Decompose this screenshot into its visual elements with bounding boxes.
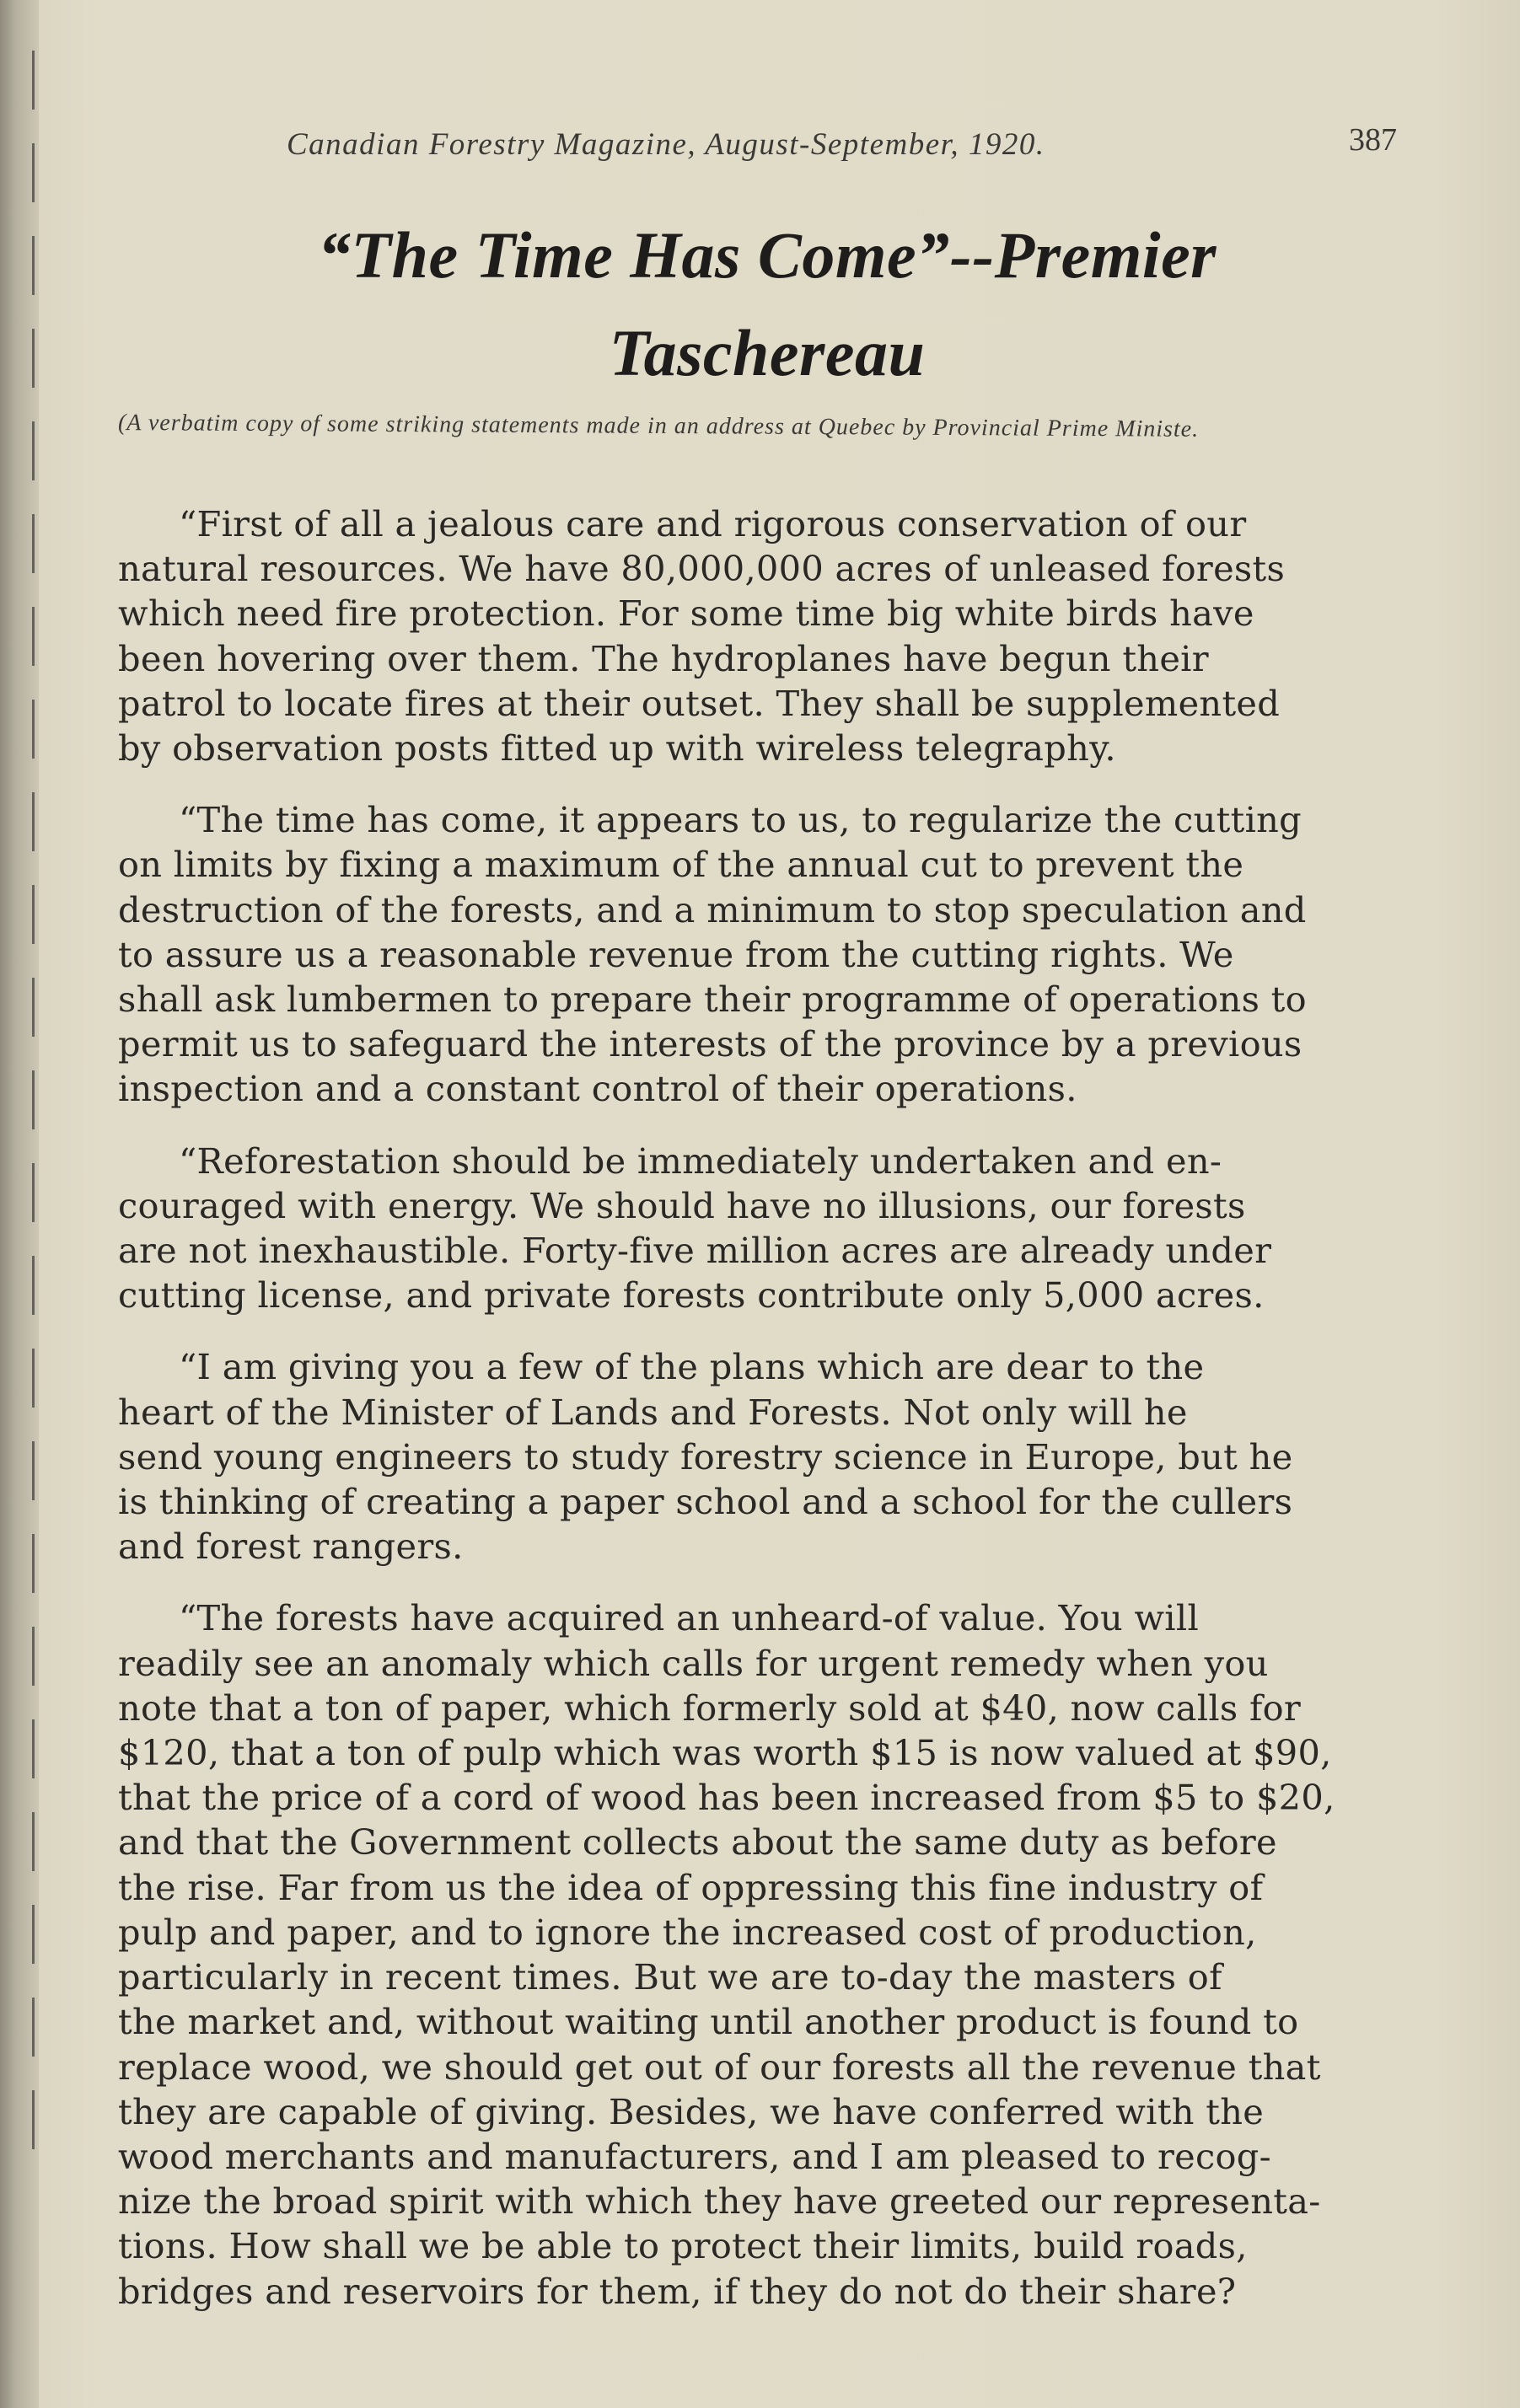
body-line: heart of the Minister of Lands and Forests. Not only will he xyxy=(118,1391,1188,1433)
body-line: and forest rangers. xyxy=(118,1526,464,1568)
paragraph-2 xyxy=(118,797,1399,1111)
body-line: been hovering over them. The hydroplanes have begun their xyxy=(118,637,1209,679)
body-line: destruction of the forests, and a minimum to stop speculation and xyxy=(118,888,1307,930)
body-line: pulp and paper, and to ignore the increased cost of production, xyxy=(118,1911,1257,1953)
body-line: patrol to locate fires at their outset. They shall be supplemented xyxy=(118,682,1281,724)
article-title-line-1: “The Time Has Come”--Premier xyxy=(317,218,1217,292)
body-line: particularly in recent times. But we are to-day the masters of xyxy=(118,1956,1222,1998)
body-line: the rise. Far from us the idea of oppressing this fine industry of xyxy=(118,1866,1264,1908)
body-line: permit us to safeguard the interests of the province by a previous xyxy=(118,1023,1302,1065)
body-line: readily see an anomaly which calls for urgent remedy when you xyxy=(118,1642,1269,1684)
body-line: tions. How shall we be able to protect their limits, build roads, xyxy=(118,2225,1248,2267)
body-line: bridges and reservoirs for them, if they do not do their share? xyxy=(118,2270,1237,2312)
body-line: to assure us a reasonable revenue from the cutting rights. We xyxy=(118,933,1234,975)
body-line: and that the Government collects about the same duty as before xyxy=(118,1821,1277,1864)
body-line: on limits by fixing a maximum of the annual cut to prevent the xyxy=(118,844,1244,886)
body-line: note that a ton of paper, which formerly sold at $40, now calls for xyxy=(118,1687,1302,1729)
body-line: is thinking of creating a paper school and a school for the cullers xyxy=(118,1481,1293,1523)
body-line: inspection and a constant control of their operations. xyxy=(118,1068,1077,1110)
body-line: “I am giving you a few of the plans which are dear to the xyxy=(179,1346,1205,1388)
article-title-line-2: Taschereau xyxy=(609,316,926,389)
body-line: $120, that a ton of pulp which was worth $15 is now valued at $90, xyxy=(118,1732,1332,1774)
paragraph-4 xyxy=(118,1344,1399,1569)
body-line: nize the broad spirit with which they have greeted our representa- xyxy=(118,2180,1321,2223)
body-line: “First of all a jealous care and rigorous conservation of our xyxy=(179,503,1247,544)
body-line: send young engineers to study forestry science in Europe, but he xyxy=(118,1435,1293,1478)
body-line: wood merchants and manufacturers, and I am pleased to recog- xyxy=(118,2135,1271,2177)
page-binding-edge xyxy=(0,0,39,2408)
body-line: shall ask lumbermen to prepare their programme of operations to xyxy=(118,979,1307,1021)
article-subtitle: (A verbatim copy of some striking statements made in an address at Quebec by Provincial Prime Ministe. xyxy=(117,410,1200,442)
body-line: that the price of a cord of wood has been increased from $5 to $20, xyxy=(118,1777,1335,1819)
body-line: which need fire protection. For some time big white birds have xyxy=(118,593,1254,635)
body-line: the market and, without waiting until another product is found to xyxy=(118,2001,1299,2043)
paragraph-1 xyxy=(118,501,1399,770)
body-line: are not inexhaustible. Forty-five million acres are already under xyxy=(118,1230,1272,1272)
running-head: Canadian Forestry Magazine, August-September, 1920. xyxy=(287,127,1045,162)
body-line: they are capable of giving. Besides, we have conferred with the xyxy=(118,2090,1265,2132)
article-body xyxy=(118,501,1399,2341)
body-line: by observation posts fitted up with wireless telegraphy. xyxy=(118,727,1116,770)
binding-rule xyxy=(32,51,35,2158)
body-line: “The time has come, it appears to us, to regularize the cutting xyxy=(179,799,1302,841)
paragraph-3 xyxy=(118,1139,1399,1318)
article-title xyxy=(169,206,1366,402)
body-line: natural resources. We have 80,000,000 acres of unleased forests xyxy=(118,548,1286,590)
paragraph-5 xyxy=(118,1596,1399,2313)
page-number: 387 xyxy=(1349,122,1397,158)
body-line: cutting license, and private forests contribute only 5,000 acres. xyxy=(118,1274,1265,1317)
body-line: “The forests have acquired an unheard-of value. You will xyxy=(179,1597,1200,1639)
body-line: replace wood, we should get out of our forests all the revenue that xyxy=(118,2046,1321,2088)
body-line: “Reforestation should be immediately undertaken and en- xyxy=(179,1140,1222,1182)
body-line: couraged with energy. We should have no illusions, our forests xyxy=(118,1184,1246,1226)
